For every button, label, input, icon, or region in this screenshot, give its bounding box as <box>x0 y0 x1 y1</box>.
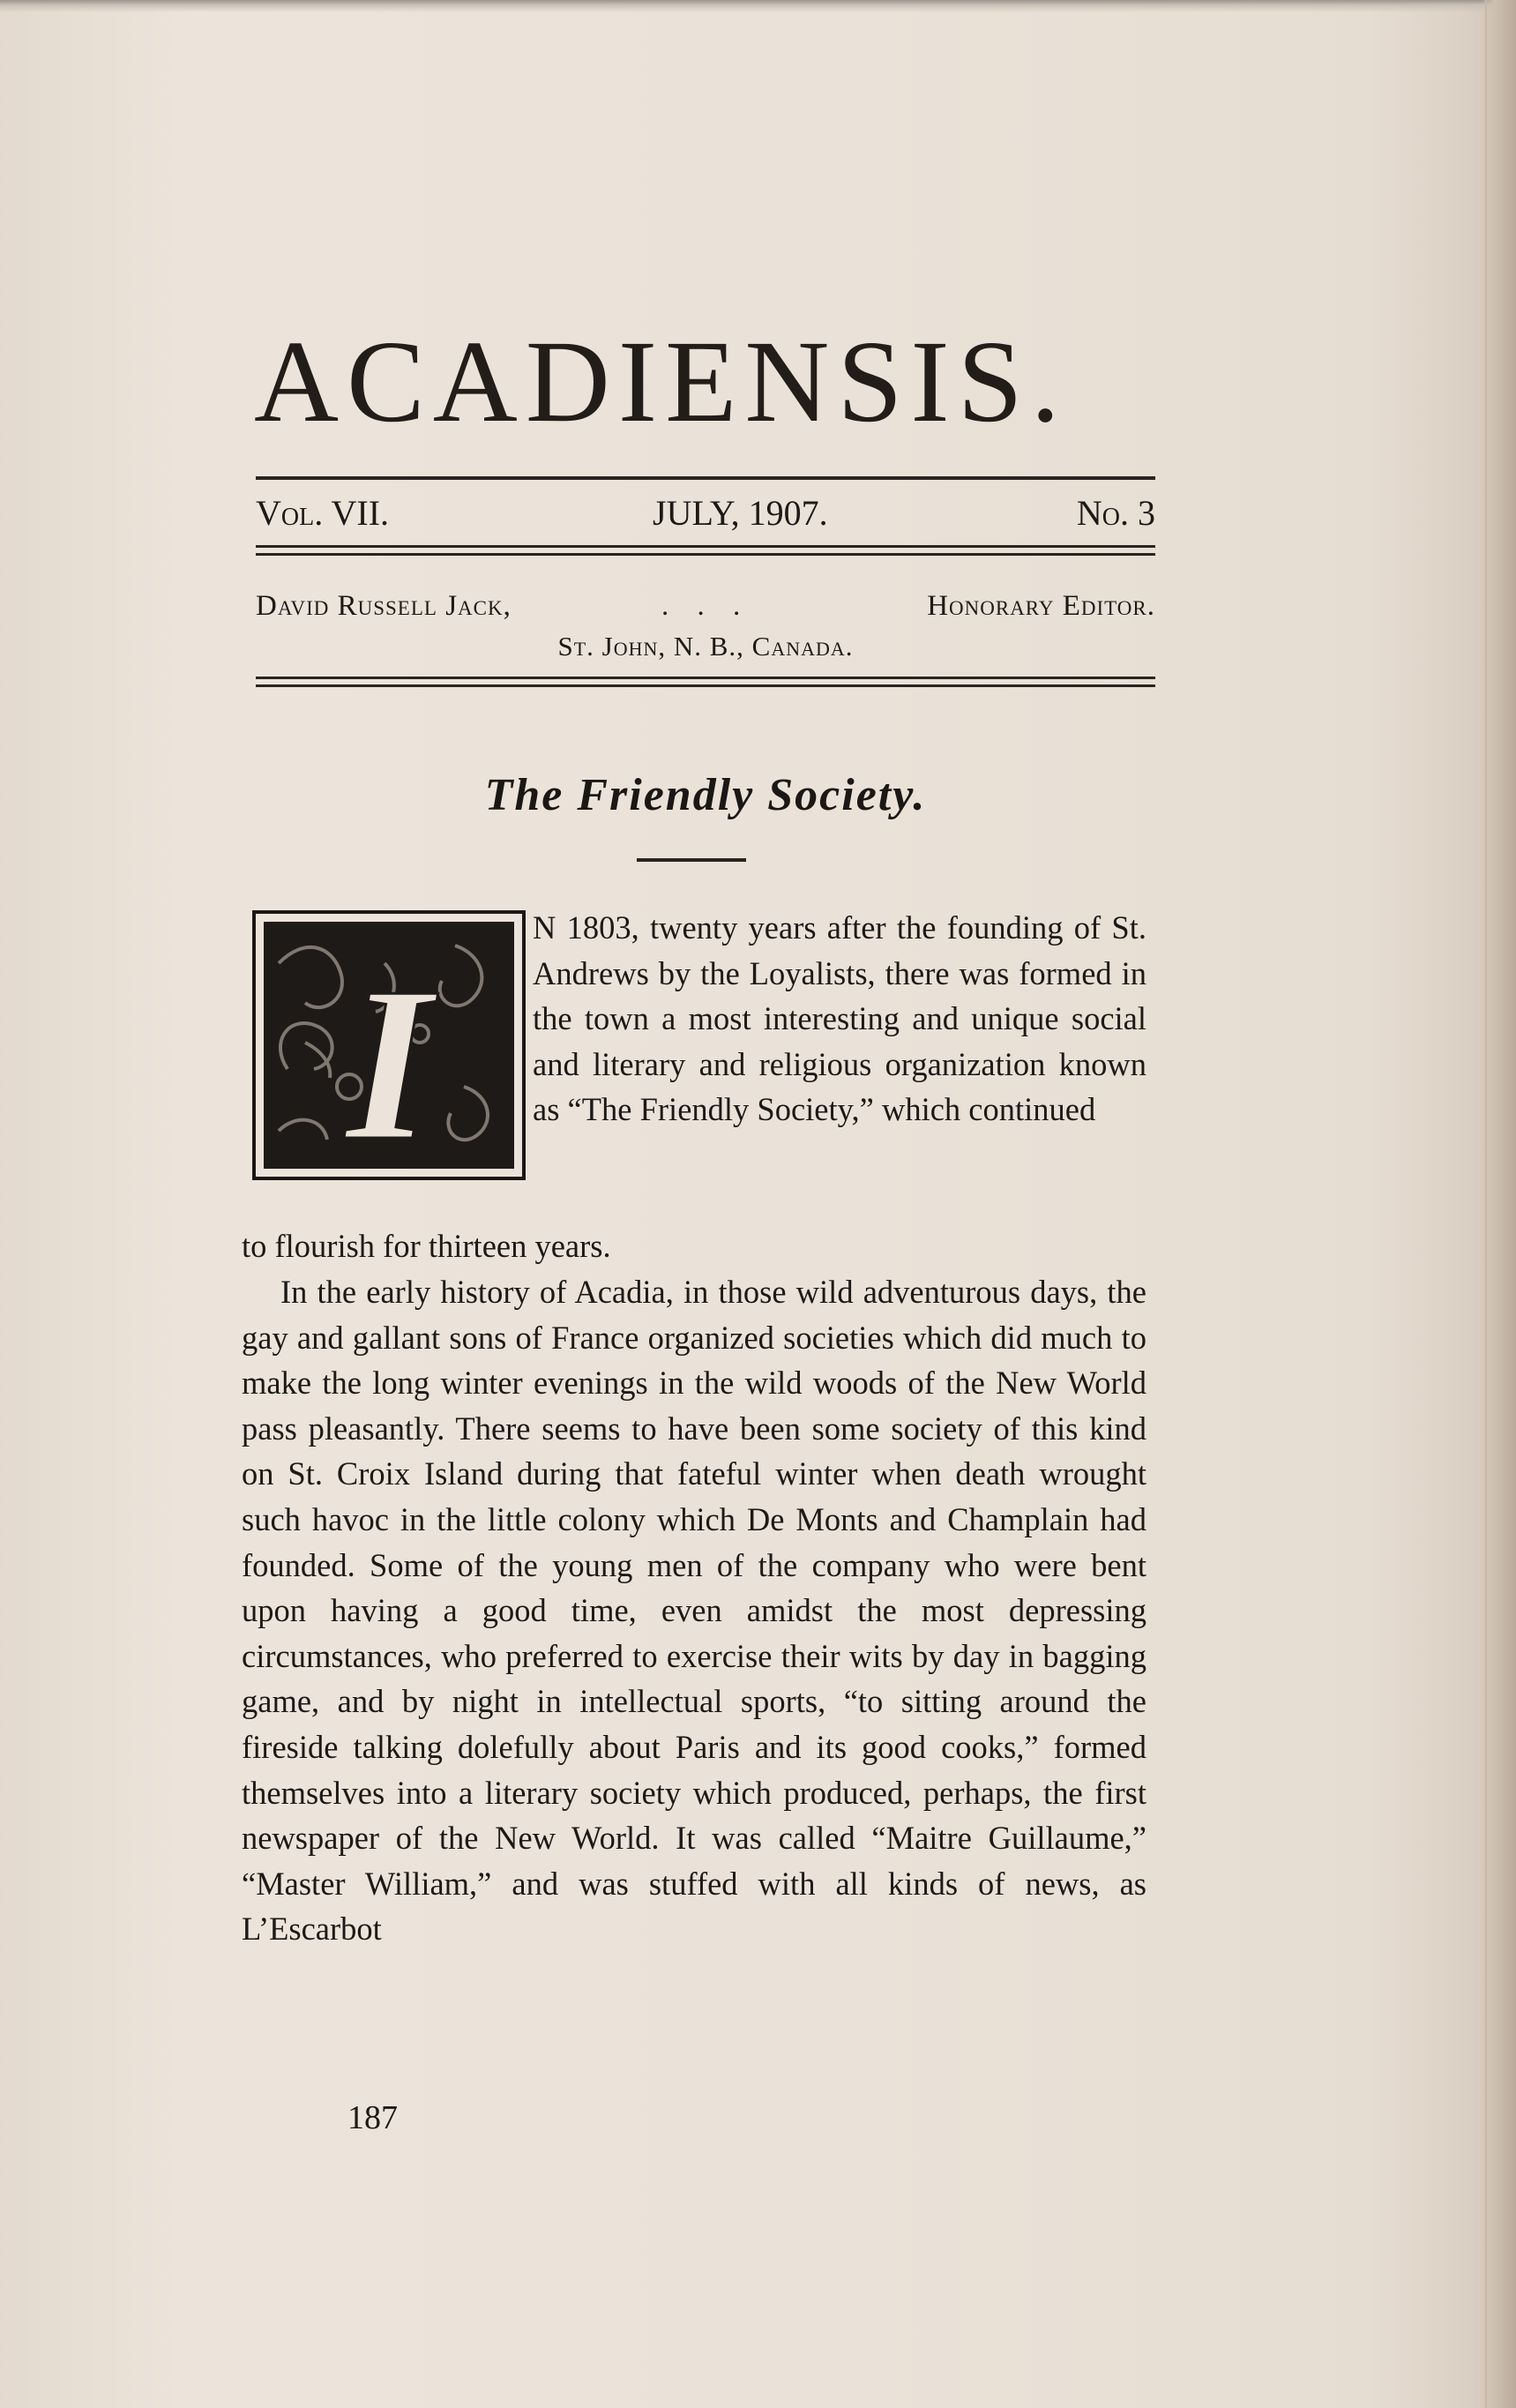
divider-rule <box>256 545 1155 548</box>
editor-title: Honorary Editor. <box>927 590 1155 622</box>
title-underline <box>637 858 746 862</box>
page-top-edge <box>0 0 1516 12</box>
divider-rule <box>256 677 1155 679</box>
page-number: 187 <box>347 2099 398 2136</box>
article-title: The Friendly Society. <box>484 770 927 820</box>
issue-info <box>256 489 1155 538</box>
drop-cap-ornament <box>252 910 526 1180</box>
paragraph-1-end: to flourish for thirteen years. <box>242 1228 611 1264</box>
journal-title: ACADIENSIS. <box>254 316 1068 446</box>
divider-rule <box>256 476 1155 480</box>
drop-cap-letter: I <box>346 942 432 1180</box>
paragraph-2: In the early history of Acadia, in those wild adventurous days, the gay and gallant sons of France organized societies which did much to make the long winter evenings in the wild woods of the New World pass pleasantly. There seems to have been some society of this kind on St. Croix Island during that fateful winter when death wrought such havoc in the little colony which De Monts and Champlain had founded. Some of the young men of the company who were bent upon having a good time, even amidst the most depressing circumstances, who preferred to exercise their wits by day in bagging game, and by night in intellectual sports, “to sitting around the fireside talking dolefully about Paris and its good cooks,” formed themselves into a literary society which produced, perhaps, the first newspaper of the New World. It was called “Maitre Guillaume,” “Master William,” and was stuffed with all kinds of news, as L’Escarbot <box>242 1274 1146 1948</box>
editor-address: St. John, N. B., Canada. <box>557 631 854 662</box>
issue-number: No. 3 <box>1076 493 1155 533</box>
divider-rule <box>256 553 1155 556</box>
page-right-edge <box>1481 0 1516 2408</box>
divider-rule <box>256 684 1155 687</box>
issue-date: JULY, 1907. <box>653 493 828 533</box>
paragraph-1-beside-dropcap: N 1803, twenty years after the founding of St. Andrews by the Loyalists, there was formed in the town a most interesting and unique social and literary and religious organization known as “The Friendly Society,” which continued <box>533 909 1146 1128</box>
editor-name: David Russell Jack, <box>256 590 512 622</box>
editor-line <box>256 587 1155 625</box>
volume-label: Vol. VII. <box>256 493 390 533</box>
editor-dots: . . . <box>661 590 751 622</box>
